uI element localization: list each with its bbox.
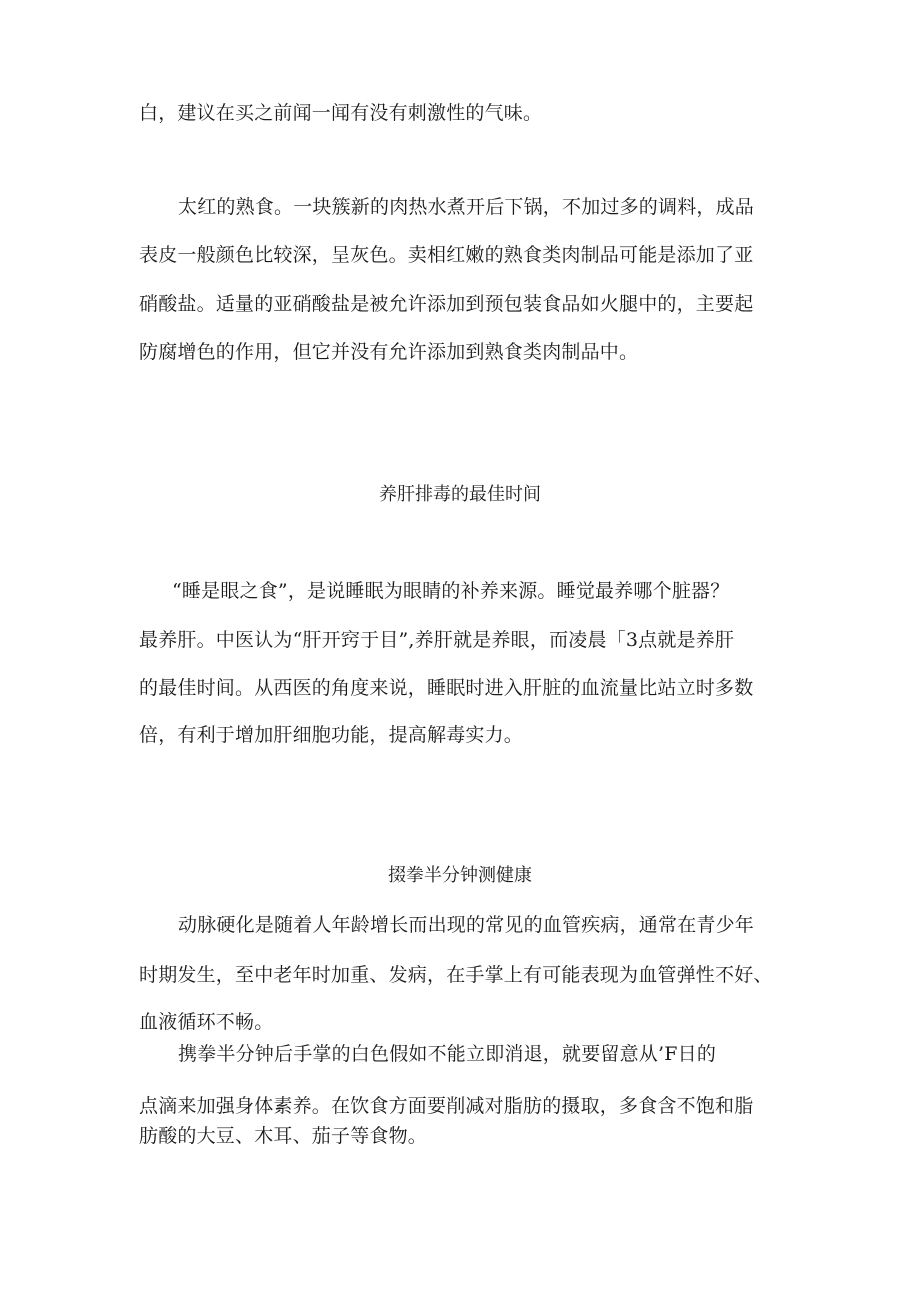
- paragraph-line: 携拳半分钟后手掌的白色假如不能立即消退，就要留意从’F日的: [178, 1043, 717, 1065]
- paragraph-line: 表皮一般颜色比较深，呈灰色。卖相红嫩的熟食类肉制品可能是添加了亚: [139, 244, 754, 266]
- paragraph-line: 太红的熟食。一块簇新的肉热水煮开后下锅，不加过多的调料，成品: [178, 196, 755, 218]
- paragraph-line: 防腐增色的作用，但它并没有允许添加到熟食类肉制品中。: [139, 341, 639, 363]
- paragraph-line: 血液循环不畅。: [139, 1011, 274, 1033]
- paragraph-line: 白，建议在买之前闻一闻有没有刺激性的气味。: [139, 102, 543, 124]
- paragraph-line: 最养肝。中医认为“肝开窍于目”,养肝就是养眼，而凌晨「3点就是养肝: [139, 629, 735, 651]
- paragraph-line: 动脉硬化是随着人年龄增长而出现的常见的血管疾病，通常在青少年: [178, 914, 755, 936]
- paragraph-line: 时期发生，至中老年时加重、发病，在手掌上有可能表现为血管弹性不好、: [139, 964, 773, 986]
- paragraph-line: 点滴来加强身体素养。在饮食方面要削减对脂肪的摄取，多食含不饱和脂: [139, 1095, 754, 1117]
- paragraph-line: 硝酸盐。适量的亚硝酸盐是被允许添加到预包装食品如火腿中的，主要起: [139, 293, 754, 315]
- paragraph-line: 的最佳时间。从西医的角度来说，睡眠时进入肝脏的血流量比站立时多数: [139, 677, 754, 699]
- paragraph-line: “睡是眼之食”，是说睡眠为眼睛的补养来源。睡觉最养哪个脏器？: [172, 580, 730, 602]
- section-title: 养肝排毒的最佳时间: [379, 484, 541, 505]
- paragraph-line: 肪酸的大豆、木耳、茄子等食物。: [139, 1125, 428, 1147]
- section-title: 掇拳半分钟测健康: [388, 865, 532, 886]
- paragraph-line: 倍，有利于增加肝细胞功能，提高解毒实力。: [139, 724, 524, 746]
